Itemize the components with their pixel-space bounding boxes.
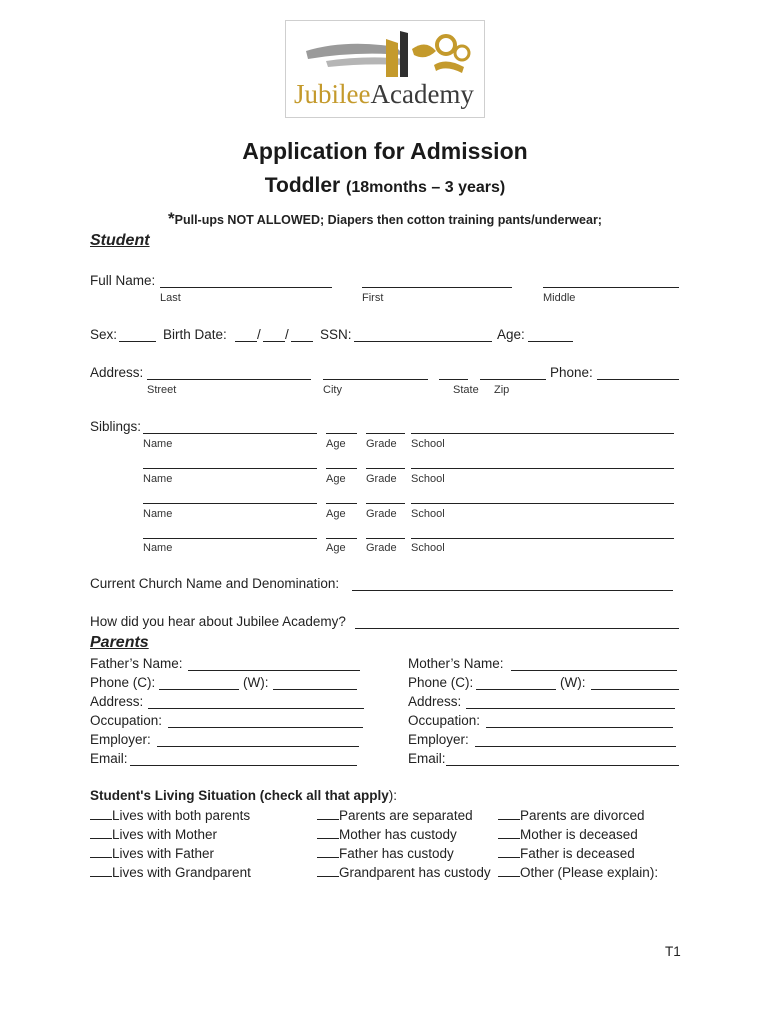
zip-caption: Zip xyxy=(494,384,510,396)
sex-field[interactable] xyxy=(119,328,156,342)
living-option-label: Lives with both parents xyxy=(112,808,251,823)
address-label: Address: xyxy=(90,365,144,380)
jubilee-academy-logo xyxy=(285,20,485,118)
church-label: Current Church Name and Denomination: xyxy=(90,576,340,591)
last-name-caption: Last xyxy=(160,292,181,304)
sibling-3-grade-field[interactable] xyxy=(366,490,405,504)
ssn-field[interactable] xyxy=(354,328,492,342)
note-asterisk: * xyxy=(168,209,175,228)
sibling-4-grade-field[interactable] xyxy=(366,525,405,539)
living-option[interactable] xyxy=(90,807,250,823)
mother-employer-field[interactable] xyxy=(475,733,676,747)
mother-email-field[interactable] xyxy=(446,752,679,766)
first-name-field[interactable] xyxy=(362,274,512,288)
living-option-label: Parents are separated xyxy=(339,808,473,823)
living-option-label: Father has custody xyxy=(339,846,454,861)
checkbox-line[interactable] xyxy=(498,864,520,877)
living-option-label: Father is deceased xyxy=(520,846,635,861)
state-field[interactable] xyxy=(439,366,468,380)
living-option-label: Lives with Father xyxy=(112,846,215,861)
logo-word-jubilee: Jubilee xyxy=(294,79,371,109)
checkbox-line[interactable] xyxy=(317,807,339,820)
page-title: Application for Admission xyxy=(242,138,528,164)
sex-label: Sex: xyxy=(90,327,118,342)
mother-occupation-label: Occupation: xyxy=(408,713,481,728)
living-option-label: Lives with Grandparent xyxy=(112,865,251,880)
sibling-4-grade-caption: Grade xyxy=(366,542,397,554)
sibling-3-school-caption: School xyxy=(411,508,445,520)
birth-slash-2: / xyxy=(285,327,289,342)
referral-field[interactable] xyxy=(355,615,679,629)
page-subtitle xyxy=(0,174,770,198)
living-option[interactable] xyxy=(317,807,473,823)
living-option[interactable] xyxy=(498,864,658,880)
sibling-2-age-caption: Age xyxy=(326,473,346,485)
mother-occupation-field[interactable] xyxy=(486,714,673,728)
birth-month-field[interactable] xyxy=(235,328,257,342)
sibling-4-age-field[interactable] xyxy=(326,525,357,539)
phone-field[interactable] xyxy=(597,366,679,380)
father-phone-c-label: Phone (C): xyxy=(90,675,156,690)
first-name-caption: First xyxy=(362,292,384,304)
living-option[interactable] xyxy=(317,826,457,842)
church-field[interactable] xyxy=(352,577,673,591)
father-name-label: Father’s Name: xyxy=(90,656,183,671)
sibling-4-name-field[interactable] xyxy=(143,525,317,539)
living-option-label: Lives with Mother xyxy=(112,827,218,842)
middle-name-caption: Middle xyxy=(543,292,576,304)
father-address-label: Address: xyxy=(90,694,144,709)
parents-heading: Parents xyxy=(90,634,149,651)
mother-address-label: Address: xyxy=(408,694,462,709)
state-caption: State xyxy=(453,384,479,396)
checkbox-line[interactable] xyxy=(317,864,339,877)
father-employer-label: Employer: xyxy=(90,732,151,747)
logo-emblem-icon xyxy=(286,21,484,81)
father-phone-c-field[interactable] xyxy=(159,676,239,690)
checkbox-line[interactable] xyxy=(317,845,339,858)
city-field[interactable] xyxy=(323,366,428,380)
father-address-field[interactable] xyxy=(148,695,364,709)
sibling-4-name-caption: Name xyxy=(143,542,173,554)
father-employer-field[interactable] xyxy=(157,733,359,747)
living-option[interactable] xyxy=(90,826,217,842)
student-heading: Student xyxy=(90,232,150,249)
note-text: Pull-ups NOT ALLOWED; Diapers then cotton training pants/underwear; xyxy=(174,213,602,227)
living-option[interactable] xyxy=(498,845,635,861)
sibling-4-school-caption: School xyxy=(411,542,445,554)
mother-phone-c-label: Phone (C): xyxy=(408,675,474,690)
father-phone-w-label: (W): xyxy=(243,675,269,690)
living-situation-heading xyxy=(90,788,397,803)
checkbox-line[interactable] xyxy=(90,826,112,839)
sibling-2-name-caption: Name xyxy=(143,473,173,485)
mother-phone-w-field[interactable] xyxy=(591,676,679,690)
full-name-label: Full Name: xyxy=(90,273,156,288)
street-field[interactable] xyxy=(147,366,311,380)
diaper-policy-note xyxy=(0,209,770,229)
sibling-1-school-field[interactable] xyxy=(411,420,674,434)
street-caption: Street xyxy=(147,384,177,396)
mother-name-label: Mother’s Name: xyxy=(408,656,504,671)
birth-year-field[interactable] xyxy=(291,328,313,342)
age-label: Age: xyxy=(497,327,525,342)
checkbox-line[interactable] xyxy=(90,864,112,877)
zip-field[interactable] xyxy=(480,366,546,380)
city-caption: City xyxy=(323,384,342,396)
sibling-2-school-caption: School xyxy=(411,473,445,485)
father-email-label: Email: xyxy=(90,751,128,766)
sibling-1-grade-field[interactable] xyxy=(366,420,405,434)
father-email-field[interactable] xyxy=(130,752,357,766)
living-option[interactable] xyxy=(90,864,251,880)
mother-phone-c-field[interactable] xyxy=(476,676,556,690)
referral-label: How did you hear about Jubilee Academy? xyxy=(90,614,346,629)
living-option-label: Mother is deceased xyxy=(520,827,638,842)
father-occupation-field[interactable] xyxy=(168,714,363,728)
living-heading-tail: ): xyxy=(388,788,397,803)
sibling-2-grade-field[interactable] xyxy=(366,455,405,469)
sibling-1-name-field[interactable] xyxy=(143,420,317,434)
program-age-range: (18months – 3 years) xyxy=(346,179,506,196)
sibling-2-grade-caption: Grade xyxy=(366,473,397,485)
sibling-3-age-caption: Age xyxy=(326,508,346,520)
last-name-field[interactable] xyxy=(160,274,332,288)
checkbox-line[interactable] xyxy=(498,826,520,839)
phone-label: Phone: xyxy=(550,365,593,380)
sibling-1-grade-caption: Grade xyxy=(366,438,397,450)
mother-email-label: Email: xyxy=(408,751,446,766)
birth-date-label: Birth Date: xyxy=(163,327,227,342)
mother-phone-w-label: (W): xyxy=(560,675,586,690)
living-option[interactable] xyxy=(498,826,638,842)
sibling-3-name-field[interactable] xyxy=(143,490,317,504)
living-option-label: Parents are divorced xyxy=(520,808,645,823)
mother-employer-label: Employer: xyxy=(408,732,469,747)
sibling-2-name-field[interactable] xyxy=(143,455,317,469)
living-option[interactable] xyxy=(317,864,491,880)
father-occupation-label: Occupation: xyxy=(90,713,163,728)
father-name-field[interactable] xyxy=(188,657,360,671)
sibling-4-school-field[interactable] xyxy=(411,525,674,539)
living-option-label: Mother has custody xyxy=(339,827,457,842)
sibling-3-age-field[interactable] xyxy=(326,490,357,504)
sibling-3-school-field[interactable] xyxy=(411,490,674,504)
sibling-2-age-field[interactable] xyxy=(326,455,357,469)
mother-name-field[interactable] xyxy=(511,657,677,671)
living-option-label: Other (Please explain): xyxy=(520,865,659,880)
sibling-1-school-caption: School xyxy=(411,438,445,450)
birth-day-field[interactable] xyxy=(263,328,285,342)
living-heading-bold: Student's Living Situation (check all that apply xyxy=(90,788,389,803)
logo-text xyxy=(294,79,474,110)
ssn-label: SSN: xyxy=(320,327,352,342)
siblings-label: Siblings: xyxy=(90,419,142,434)
father-phone-w-field[interactable] xyxy=(273,676,357,690)
checkbox-line[interactable] xyxy=(90,845,112,858)
middle-name-field[interactable] xyxy=(543,274,679,288)
birth-slash-1: / xyxy=(257,327,261,342)
checkbox-line[interactable] xyxy=(317,826,339,839)
sibling-3-name-caption: Name xyxy=(143,508,173,520)
sibling-2-school-field[interactable] xyxy=(411,455,674,469)
sibling-1-age-field[interactable] xyxy=(326,420,357,434)
checkbox-line[interactable] xyxy=(90,807,112,820)
living-option[interactable] xyxy=(498,807,645,823)
age-field[interactable] xyxy=(528,328,573,342)
living-option[interactable] xyxy=(90,845,214,861)
sibling-1-name-caption: Name xyxy=(143,438,173,450)
page-code: T1 xyxy=(665,944,681,959)
program-name: Toddler xyxy=(264,174,341,197)
sibling-4-age-caption: Age xyxy=(326,542,346,554)
living-option-label: Grandparent has custody xyxy=(339,865,491,880)
checkbox-line[interactable] xyxy=(498,807,520,820)
sibling-3-grade-caption: Grade xyxy=(366,508,397,520)
mother-address-field[interactable] xyxy=(466,695,675,709)
logo-word-academy: Academy xyxy=(370,79,474,109)
living-option[interactable] xyxy=(317,845,454,861)
checkbox-line[interactable] xyxy=(498,845,520,858)
sibling-1-age-caption: Age xyxy=(326,438,346,450)
